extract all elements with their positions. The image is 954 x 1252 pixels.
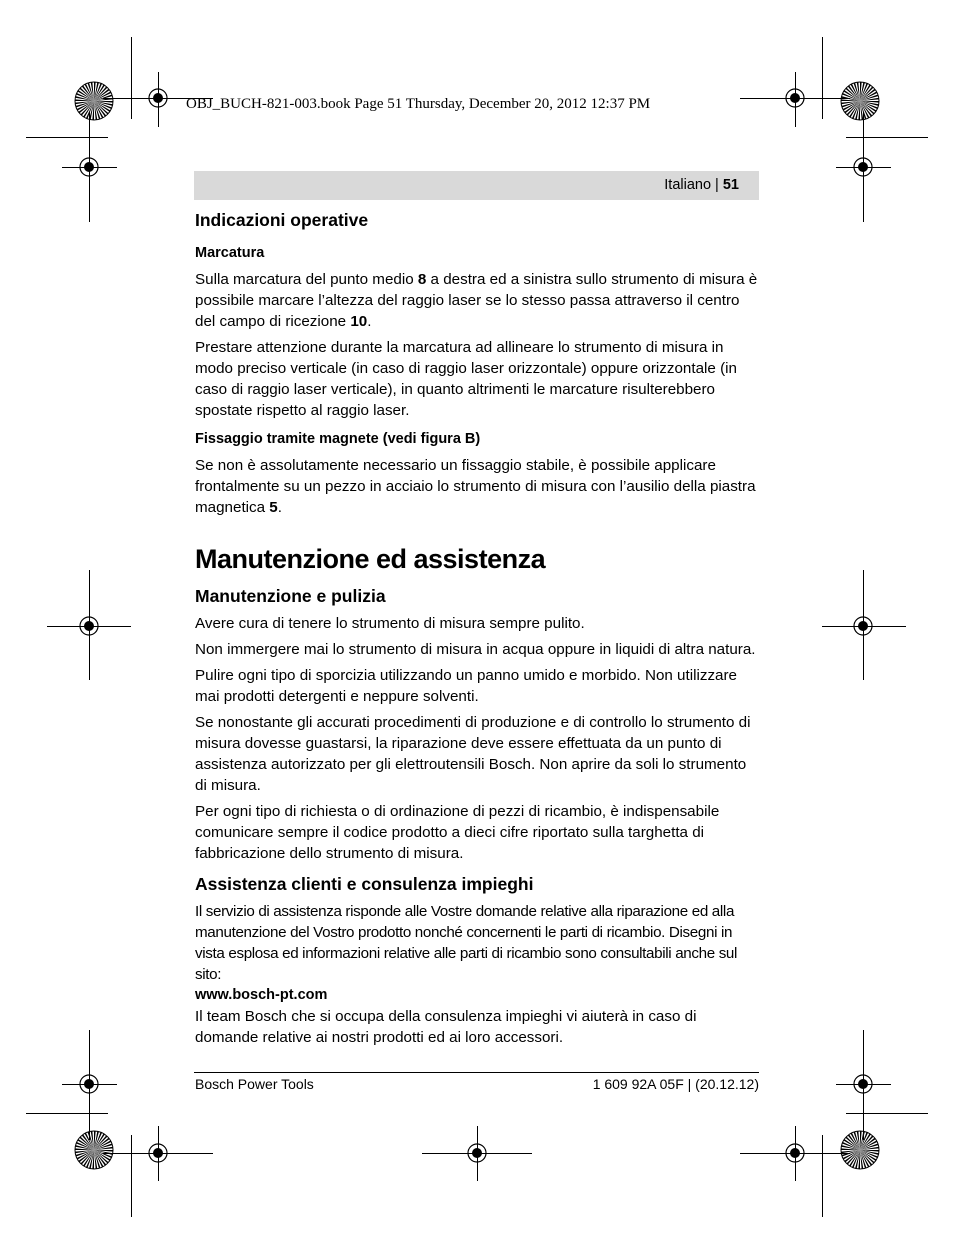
service-block (195, 901, 759, 1048)
running-header (194, 171, 759, 200)
reference-number: 8 (417, 271, 427, 288)
cleaning-paragraph: Per ogni tipo di richiesta o di ordinazione di pezzi di ricambio, è indispensabile comunicare sempre il codice prodotto a dieci cifre riportato sulla targhetta di fabbricazione dello strumento di misura. (195, 803, 720, 862)
registration-crosshair-icon (78, 1073, 100, 1095)
marking-paragraph-1 (195, 269, 759, 332)
crop-mark (822, 1135, 823, 1217)
service-paragraph-2: Il team Bosch che si occupa della consulenza impieghi vi aiuterà in caso di domande relative ai nostri prodotti ed ai loro accessori. (195, 1008, 697, 1046)
registration-crosshair-icon (784, 87, 806, 109)
text-run: . (277, 499, 282, 516)
crop-mark (131, 37, 132, 119)
crop-mark (822, 37, 823, 119)
reference-number: 10 (350, 313, 368, 330)
starburst-target-icon (840, 81, 880, 121)
chapter-heading-maintenance: Manutenzione ed assistenza (195, 544, 546, 574)
crop-mark (846, 137, 928, 138)
page-content (195, 210, 759, 1048)
starburst-target-icon (74, 1130, 114, 1170)
starburst-target-icon (74, 81, 114, 121)
footer-rule (194, 1072, 759, 1073)
registration-crosshair-icon (852, 1073, 874, 1095)
text-run: . (367, 313, 372, 330)
registration-crosshair-icon (147, 87, 169, 109)
header-text (664, 177, 739, 193)
registration-crosshair-icon (852, 156, 874, 178)
section-heading-service: Assistenza clienti e consulenza impieghi (195, 874, 534, 894)
header-page-number: 51 (722, 177, 739, 193)
reference-number: 5 (269, 499, 278, 516)
starburst-target-icon (840, 1130, 880, 1170)
footer-publisher: Bosch Power Tools (195, 1076, 314, 1092)
footer-doc-code: 1 609 92A 05F | (20.12.12) (592, 1076, 759, 1092)
service-website-link[interactable]: www.bosch-pt.com (195, 987, 328, 1003)
text-run: a destra ed a sinistra sullo strumento di misura è possibile marcare l’altezza del raggio laser se lo stesso passa attraverso il centro del campo di ricezione (195, 271, 758, 330)
print-slug: OBJ_BUCH-821-003.book Page 51 Thursday, December 20, 2012 12:37 PM (186, 96, 651, 112)
registration-crosshair-icon (784, 1142, 806, 1164)
crop-mark (26, 137, 108, 138)
service-paragraph-1: Il servizio di assistenza risponde alle Vostre domande relative alla riparazione ed alla manutenzione del Vostro prodotto nonché concernenti le parti di ricambio. Disegni in vista esplosa ed informazioni relative alle parti di ricambio sono consultabili anche sul sito: (195, 903, 738, 983)
text-run: Sulla marcatura del punto medio (195, 271, 418, 288)
text-run: Se non è assolutamente necessario un fissaggio stabile, è possibile applicare frontalmente su un pezzo in acciaio lo strumento di misura con l’ausilio della piastra magnetica (195, 457, 756, 516)
magnet-paragraph (195, 455, 759, 518)
registration-crosshair-icon (78, 156, 100, 178)
registration-crosshair-icon (466, 1142, 488, 1164)
crop-mark (846, 1113, 928, 1114)
crop-mark (131, 1135, 132, 1217)
registration-crosshair-icon (78, 615, 100, 637)
crop-mark (26, 1113, 108, 1114)
section-heading-operating: Indicazioni operative (195, 210, 369, 230)
cleaning-paragraph: Se nonostante gli accurati procedimenti di produzione e di controllo lo strumento di misura dovesse guastarsi, la riparazione deve essere effettuata da un punto di assistenza autorizzato per gli elettroutensili Bosch. Non aprire da soli lo strumento di misura. (195, 714, 751, 794)
header-language: Italiano (664, 177, 712, 193)
registration-crosshair-icon (147, 1142, 169, 1164)
section-heading-cleaning: Manutenzione e pulizia (195, 586, 386, 606)
cleaning-paragraph: Avere cura di tenere lo strumento di misura sempre pulito. (195, 615, 585, 632)
registration-crosshair-icon (852, 615, 874, 637)
subsection-heading-marking: Marcatura (195, 245, 265, 261)
subsection-heading-magnet: Fissaggio tramite magnete (vedi figura B) (195, 431, 481, 447)
marking-paragraph-2: Prestare attenzione durante la marcatura ad allineare lo strumento di misura in modo preciso verticale (in caso di raggio laser orizzontale) oppure orizzontale (in caso di raggio laser verticale), in quanto altrimenti le marcature risulterebbero spostate rispetto al raggio laser. (195, 339, 737, 419)
cleaning-paragraph: Pulire ogni tipo di sporcizia utilizzando un panno umido e morbido. Non utilizzare mai prodotti detergenti e neppure solventi. (195, 667, 737, 705)
cleaning-paragraph: Non immergere mai lo strumento di misura in acqua oppure in liquidi di altra natura. (195, 641, 756, 658)
header-separator: | (711, 177, 723, 193)
